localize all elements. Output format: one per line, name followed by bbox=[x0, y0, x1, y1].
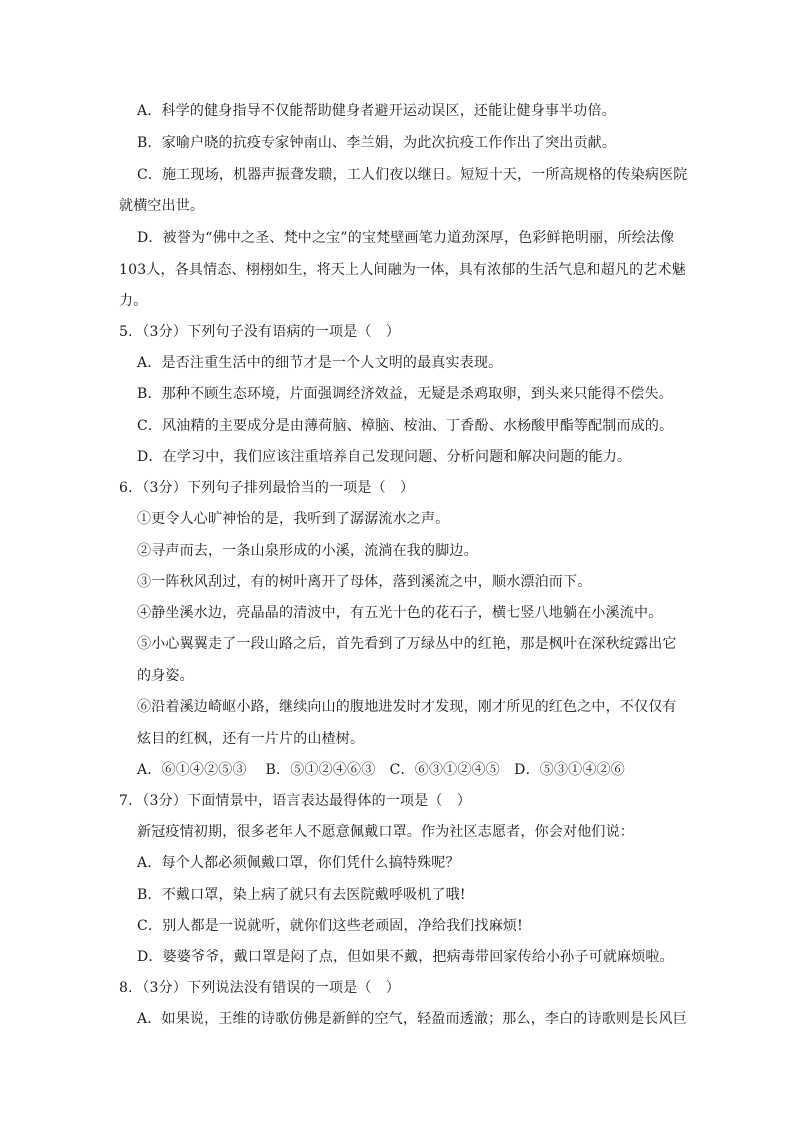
q4-option-a: A．科学的健身指导不仅能帮助健身者避开运动误区，还能让健身事半功倍。 bbox=[137, 103, 616, 119]
q4-option-c: C．施工现场，机器声振聋发聩，工人们夜以继日。短短十天，一所高规格的传染病医院 bbox=[137, 167, 688, 183]
q6-sentence-5: ⑤小心翼翼走了一段山路之后，首先看到了万绿丛中的红艳，那是枫叶在深秋绽露出它 bbox=[137, 636, 677, 652]
q7-context: 新冠疫情初期，很多老年人不愿意佩戴口罩。作为社区志愿者，你会对他们说： bbox=[137, 824, 634, 840]
q8-option-a: A．如果说，王维的诗歌仿佛是新鲜的空气，轻盈而透澈；那么，李白的诗歌则是长风巨 bbox=[137, 1011, 687, 1027]
q6-sentence-6-cont: 炫目的红枫，还有一片片的山楂树。 bbox=[137, 731, 365, 747]
q8-stem: 8．（3分）下列说法没有错误的一项是（ ） bbox=[119, 980, 401, 996]
q5-option-c: C．风油精的主要成分是由薄荷脑、樟脑、桉油、丁香酚、水杨酸甲酯等配制而成的。 bbox=[137, 418, 674, 434]
q6-sentence-4: ④静坐溪水边，亮晶晶的清波中，有五光十色的花石子，横七竖八地躺在小溪流中。 bbox=[137, 605, 663, 621]
q5-option-b: B．那种不顾生态环境，片面强调经济效益，无疑是杀鸡取卵，到头来只能得不偿失。 bbox=[137, 386, 673, 402]
q6-sentence-1: ①更令人心旷神怡的是，我听到了潺潺流水之声。 bbox=[137, 511, 450, 527]
q4-option-d-cont-2: 力。 bbox=[119, 293, 148, 309]
q4-option-b: B．家喻户晓的抗疫专家钟南山、李兰娟，为此次抗疫工作作出了突出贡献。 bbox=[137, 135, 617, 151]
q7-option-a: A．每个人都必须佩戴口罩，你们凭什么搞特殊呢？ bbox=[137, 855, 460, 871]
q4-option-c-cont: 就横空出世。 bbox=[119, 198, 205, 214]
q6-stem: 6．（3分）下列句子排列最恰当的一项是（ ） bbox=[119, 480, 415, 496]
q5-option-d: D．在学习中，我们应该注重培养自己发现问题、分析问题和解决问题的能力。 bbox=[137, 449, 632, 465]
q6-sentence-5-cont: 的身姿。 bbox=[137, 668, 194, 684]
q6-options: A．⑥①④②⑤③ B．⑤①②④⑥③ C．⑥③①②④⑤ D．⑤③①④②⑥ bbox=[137, 762, 625, 778]
q7-option-c: C．别人都是一说就听，就你们这些老顽固，净给我们找麻烦! bbox=[137, 918, 523, 934]
q7-option-d: D．婆婆爷爷，戴口罩是闷了点，但如果不戴，把病毒带回家传给小孙子可就麻烦啦。 bbox=[137, 949, 674, 965]
q5-option-a: A．是否注重生活中的细节才是一个人文明的最真实表现。 bbox=[137, 355, 503, 371]
q4-option-d: D．被誉为“佛中之圣、梵中之宝”的宝梵壁画笔力道劲深厚，色彩鲜艳明丽，所绘法像 bbox=[137, 230, 675, 246]
q7-option-b: B．不戴口罩，染上病了就只有去医院戴呼吸机了哦! bbox=[137, 887, 466, 903]
q4-option-d-cont-1: 103人，各具情态、栩栩如生，将天上人间融为一体，具有浓郁的生活气息和超凡的艺术魅 bbox=[119, 262, 686, 278]
q6-sentence-6: ⑥沿着溪边崎岖小路，继续向山的腹地进发时才发现，刚才所见的红色之中，不仅仅有 bbox=[137, 699, 677, 715]
q5-stem: 5．（3分）下列句子没有语病的一项是（ ） bbox=[119, 324, 401, 340]
q7-stem: 7．（3分）下面情景中，语言表达最得体的一项是（ ） bbox=[119, 793, 472, 809]
q6-sentence-3: ③一阵秋风刮过，有的树叶离开了母体，落到溪流之中，顺水漂泊而下。 bbox=[137, 574, 592, 590]
q6-sentence-2: ②寻声而去，一条山泉形成的小溪，流淌在我的脚边。 bbox=[137, 543, 478, 559]
